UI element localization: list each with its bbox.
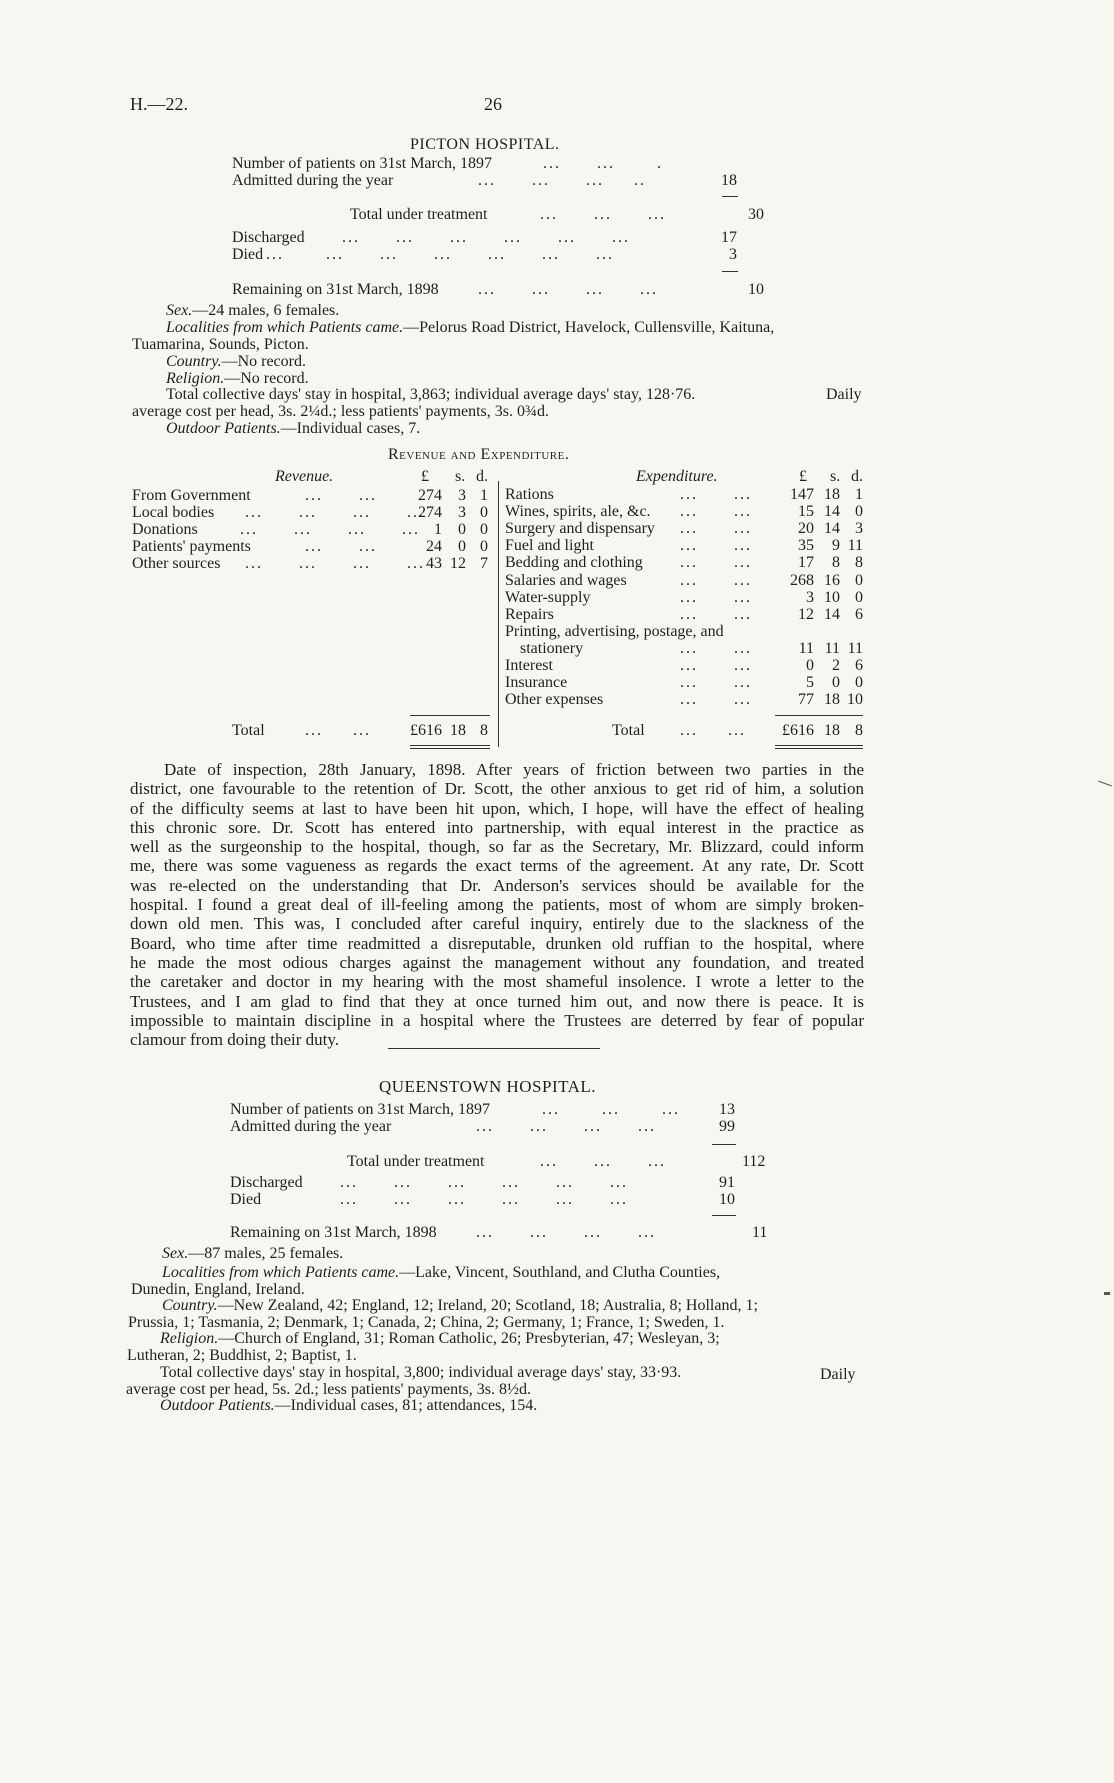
picton-localities-cont: Tuamarina, Sounds, Picton. [132, 336, 309, 353]
queenstown-religion: Religion.—Church of England, 31; Roman Catholic, 26; Presbyterian, 47; Wesleyan, 3; [160, 1330, 720, 1347]
leader-dots: ... ... ... ... [476, 1224, 656, 1241]
picton-stat-label: Died [232, 246, 264, 263]
sum-rule [722, 196, 738, 197]
picton-stat-label: Discharged [232, 229, 305, 246]
leader-dots: ... ... [680, 520, 752, 537]
leader-dots: ... ... ... ... ... ... ... [266, 246, 614, 263]
expenditure-pounds: 15 [798, 503, 814, 520]
expenditure-pounds: 5 [806, 674, 814, 691]
expenditure-pence: 1 [855, 486, 863, 503]
expenditure-pence: 0 [855, 674, 863, 691]
expenditure-total-shillings: 18 [824, 722, 840, 739]
leader-dots: ... ... ... ... [245, 555, 425, 572]
queenstown-stat-value: 13 [719, 1101, 735, 1118]
revenue-row-label: From Government [132, 487, 251, 504]
revenue-total-pounds: £616 [410, 722, 442, 739]
expenditure-row-label: Surgery and dispensary [505, 520, 655, 537]
inspection-report [130, 760, 864, 1049]
expenditure-shillings: 18 [824, 691, 840, 708]
leader-dots: ... ... [680, 722, 746, 739]
leader-dots: ... ... [680, 554, 752, 571]
queenstown-localities: Localities from which Patients came.—Lake, Vincent, Southland, and Clutha Counties, [162, 1264, 721, 1281]
picton-stay: Total collective days' stay in hospital, 3,863; individual average days' stay, 128·76. [166, 386, 696, 403]
queenstown-stat-value: 10 [719, 1191, 735, 1208]
queenstown-sex: Sex.—87 males, 25 females. [162, 1245, 344, 1262]
picton-stat-value: 3 [729, 246, 737, 263]
leader-dots: ... ... ... .. [478, 172, 646, 189]
leader-dots: ... ... [305, 722, 371, 739]
expenditure-pence: 6 [855, 606, 863, 623]
queenstown-stay: Total collective days' stay in hospital, 3,800; individual average days' stay, 33·93. [160, 1364, 682, 1381]
report-line: hospital. I found a great deal of ill-feeling among the patients, most of whom are simply broken- [130, 895, 864, 915]
picton-stat-value: 17 [721, 229, 737, 246]
expenditure-pounds: 0 [806, 657, 814, 674]
report-line: impossible to maintain discipline in a hospital where the Trustees are deterred by fear of popular [130, 1010, 864, 1030]
leader-dots: ... ... ... ... ... ... [340, 1174, 628, 1191]
picton-cost: average cost per head, 3s. 2¼d.; less patients' payments, 3s. 0¾d. [132, 403, 550, 420]
revenue-shillings: 3 [458, 504, 466, 521]
expenditure-pounds: 77 [798, 691, 814, 708]
expenditure-row-label: Interest [505, 657, 553, 674]
leader-dots: ... ... [680, 674, 752, 691]
picton-outdoor: Outdoor Patients.—Individual cases, 7. [166, 420, 421, 437]
report-line: he made the most odious charges against the management without any foundation, and treated [130, 952, 864, 972]
leader-dots: ... ... ... ... [478, 281, 658, 298]
expenditure-pence: 8 [855, 554, 863, 571]
expenditure-shillings: 10 [824, 589, 840, 606]
expenditure-pounds: 3 [806, 589, 814, 606]
revenue-pence: 0 [480, 521, 488, 538]
revenue-row-label: Patients' payments [132, 538, 251, 555]
queenstown-religion-cont: Lutheran, 2; Buddhist, 2; Baptist, 1. [127, 1347, 357, 1364]
total-double-rule [410, 745, 490, 749]
queenstown-stat-label: Discharged [230, 1174, 303, 1191]
expenditure-total-label: Total [612, 722, 645, 739]
picton-title: PICTON HOSPITAL. [410, 136, 560, 153]
page-number: 26 [484, 94, 502, 114]
expenditure-row-label: Fuel and light [505, 537, 594, 554]
leader-dots: ... ... [305, 538, 377, 555]
expenditure-pence: 10 [847, 691, 863, 708]
revenue-expenditure-title: Revenue and Expenditure. [388, 446, 570, 463]
expenditure-pence: 11 [847, 537, 863, 554]
queenstown-stat-value: 91 [719, 1174, 735, 1191]
picton-stat-value: 30 [748, 206, 764, 223]
expenditure-pounds: 20 [798, 520, 814, 537]
picton-stat-label: Total under treatment [350, 206, 488, 223]
revenue-shillings: 3 [458, 487, 466, 504]
expenditure-shillings: 14 [824, 503, 840, 520]
expenditure-pounds: 35 [798, 537, 814, 554]
revenue-shillings: 0 [458, 521, 466, 538]
expenditure-row-label: Printing, advertising, postage, and [505, 623, 724, 640]
section-separator [388, 1048, 600, 1049]
total-rule [410, 715, 490, 716]
expenditure-heading: Expenditure. [636, 468, 718, 485]
leader-dots: ... ... [680, 486, 752, 503]
expenditure-pounds: 12 [798, 606, 814, 623]
currency-shilling: s. [830, 468, 841, 485]
expenditure-row-label: Rations [505, 486, 554, 503]
queenstown-title: QUEENSTOWN HOSPITAL. [379, 1077, 597, 1096]
leader-dots: ... ... [680, 537, 752, 554]
picton-stay-daily: Daily [826, 386, 862, 403]
leader-dots: ... ... ... ... [476, 1118, 656, 1135]
revenue-pounds: 43 [426, 555, 442, 572]
revenue-row-label: Other sources [132, 555, 221, 572]
revenue-total-shillings: 18 [450, 722, 466, 739]
revenue-pounds: 274 [418, 504, 442, 521]
expenditure-total-pounds: £616 [782, 722, 814, 739]
expenditure-shillings: 11 [824, 640, 840, 657]
report-line: the caretaker and doctor in my hearing with the most shameful insolence. I wrote a letter to the [130, 972, 864, 992]
report-line: of the difficulty seems at last to have been hit upon, which, I hope, will have the effect of healing [130, 798, 864, 818]
leader-dots: ... ... ... [542, 1101, 680, 1118]
leader-dots: ... ... ... [540, 206, 666, 223]
leader-dots: ... ... ... ... [240, 521, 420, 538]
scan-mark [1104, 1292, 1110, 1295]
queenstown-stat-label: Number of patients on 31st March, 1897 [230, 1101, 490, 1118]
queenstown-stat-label: Admitted during the year [230, 1118, 392, 1135]
queenstown-stay-daily: Daily [820, 1366, 856, 1383]
currency-shilling: s. [455, 468, 466, 485]
expenditure-pence: 0 [855, 572, 863, 589]
leader-dots: ... ... [680, 606, 752, 623]
picton-sex: Sex.—24 males, 6 females. [166, 302, 340, 319]
expenditure-pounds: 11 [798, 640, 814, 657]
revenue-pence: 0 [480, 504, 488, 521]
leader-dots: ... ... ... ... ... ... [340, 1191, 628, 1208]
report-line: Date of inspection, 28th January, 1898. After years of friction between two parties in the [164, 760, 864, 779]
report-line: was re-elected on the understanding that Dr. Anderson's services should be available for the [130, 875, 864, 895]
leader-dots: ... ... [680, 657, 752, 674]
queenstown-stat-label: Total under treatment [347, 1153, 485, 1170]
expenditure-row-label: stationery [520, 640, 584, 657]
revenue-pounds: 274 [418, 487, 442, 504]
queenstown-stat-label: Died [230, 1191, 262, 1208]
leader-dots: ... ... [680, 572, 752, 589]
queenstown-stat-value: 99 [719, 1118, 735, 1135]
revenue-row-label: Local bodies [132, 504, 215, 521]
expenditure-pounds: 17 [798, 554, 814, 571]
table-divider [498, 481, 499, 747]
revenue-heading: Revenue. [275, 468, 334, 485]
revenue-total-pence: 8 [480, 722, 488, 739]
revenue-pounds: 1 [434, 521, 442, 538]
expenditure-row-label: Water-supply [505, 589, 591, 606]
expenditure-shillings: 16 [824, 572, 840, 589]
expenditure-pounds: 147 [790, 486, 814, 503]
picton-religion: Religion.—No record. [166, 370, 309, 387]
total-double-rule [775, 745, 863, 749]
picton-stat-value: 18 [721, 172, 737, 189]
report-line: clamour from doing their duty. [130, 1030, 339, 1050]
revenue-pence: 1 [480, 487, 488, 504]
expenditure-row-label: Bedding and clothing [505, 554, 643, 571]
expenditure-shillings: 9 [832, 537, 840, 554]
report-line: me, there was some vagueness as regards the exact terms of the agreement. At any rate, Dr. Scott [130, 856, 864, 876]
scan-mark [1098, 781, 1111, 787]
report-line: down old men. This was, I concluded after careful inquiry, entirely due to the slackness of the [130, 914, 864, 934]
expenditure-row-label: Insurance [505, 674, 568, 691]
sum-rule [712, 1144, 736, 1145]
expenditure-pence: 0 [855, 503, 863, 520]
queenstown-localities-cont: Dunedin, England, Ireland. [131, 1281, 305, 1298]
picton-stat-value: 10 [748, 281, 764, 298]
document-reference: H.—22. [130, 94, 188, 114]
revenue-row-label: Donations [132, 521, 198, 538]
leader-dots: ... ... [680, 503, 752, 520]
picton-stat-label: Admitted during the year [232, 172, 394, 189]
leader-dots: ... ... [680, 640, 752, 657]
report-line: well as the surgeonship to the hospital, though, so far as the Secretary, Mr. Blizzard, could inform [130, 837, 864, 857]
revenue-pence: 0 [480, 538, 488, 555]
expenditure-row-label: Other expenses [505, 691, 604, 708]
expenditure-shillings: 18 [824, 486, 840, 503]
revenue-shillings: 0 [458, 538, 466, 555]
picton-stat-label: Remaining on 31st March, 1898 [232, 281, 439, 298]
total-rule [775, 715, 863, 716]
expenditure-shillings: 2 [832, 657, 840, 674]
report-line: this chronic sore. Dr. Scott has entered into partnership, with equal interest in the practice as [130, 817, 864, 837]
revenue-shillings: 12 [450, 555, 466, 572]
expenditure-shillings: 14 [824, 520, 840, 537]
expenditure-shillings: 8 [832, 554, 840, 571]
queenstown-stat-value: 11 [752, 1224, 768, 1241]
leader-dots: ... ... [305, 487, 377, 504]
leader-dots: ... ... ... ... [245, 504, 425, 521]
currency-pound: £ [799, 468, 807, 485]
queenstown-country: Country.—New Zealand, 42; England, 12; Ireland, 20; Scotland, 18; Australia, 8; Holland, 1; [162, 1297, 758, 1314]
leader-dots: ... ... ... ... ... ... [342, 229, 630, 246]
leader-dots: ... ... [680, 589, 752, 606]
queenstown-stat-label: Remaining on 31st March, 1898 [230, 1224, 437, 1241]
queenstown-stat-value: 112 [742, 1153, 766, 1170]
report-line: Board, who time after time readmitted a disreputable, drunken old ruffian to the hospital, where [130, 933, 864, 953]
expenditure-pence: 11 [847, 640, 863, 657]
currency-pence: d. [476, 468, 488, 485]
leader-dots: ... ... [680, 691, 752, 708]
expenditure-pence: 0 [855, 589, 863, 606]
currency-pence: d. [851, 468, 863, 485]
queenstown-outdoor: Outdoor Patients.—Individual cases, 81; attendances, 154. [160, 1397, 538, 1414]
report-line: Trustees, and I am glad to find that they at once turned him out, and now there is peace. It is [130, 991, 864, 1011]
report-line: district, one favourable to the retention of Dr. Scott, the other anxious to get rid of him, a solution [130, 779, 864, 799]
revenue-total-label: Total [232, 722, 265, 739]
expenditure-row-label: Wines, spirits, ale, &c. [505, 503, 651, 520]
leader-dots: ... ... . [543, 155, 663, 172]
leader-dots: ... ... ... [540, 1153, 666, 1170]
currency-pound: £ [421, 468, 429, 485]
queenstown-cost: average cost per head, 5s. 2d.; less patients' payments, 3s. 8½d. [126, 1381, 532, 1398]
expenditure-shillings: 0 [832, 674, 840, 691]
picton-stat-label: Number of patients on 31st March, 1897 [232, 155, 492, 172]
revenue-pounds: 24 [426, 538, 442, 555]
expenditure-pounds: 268 [790, 572, 814, 589]
expenditure-total-pence: 8 [855, 722, 863, 739]
expenditure-pence: 3 [855, 520, 863, 537]
sum-rule [712, 1215, 736, 1216]
picton-country: Country.—No record. [166, 353, 306, 370]
revenue-pence: 7 [480, 555, 488, 572]
picton-localities: Localities from which Patients came.—Pelorus Road District, Havelock, Cullensville, Kaituna, [166, 319, 775, 336]
queenstown-country-cont: Prussia, 1; Tasmania, 2; Denmark, 1; Canada, 2; China, 2; Germany, 1; France, 1; Sweden, 1. [128, 1314, 725, 1331]
expenditure-row-label: Repairs [505, 606, 554, 623]
expenditure-pence: 6 [855, 657, 863, 674]
sum-rule [722, 271, 738, 272]
expenditure-row-label: Salaries and wages [505, 572, 627, 589]
expenditure-shillings: 14 [824, 606, 840, 623]
